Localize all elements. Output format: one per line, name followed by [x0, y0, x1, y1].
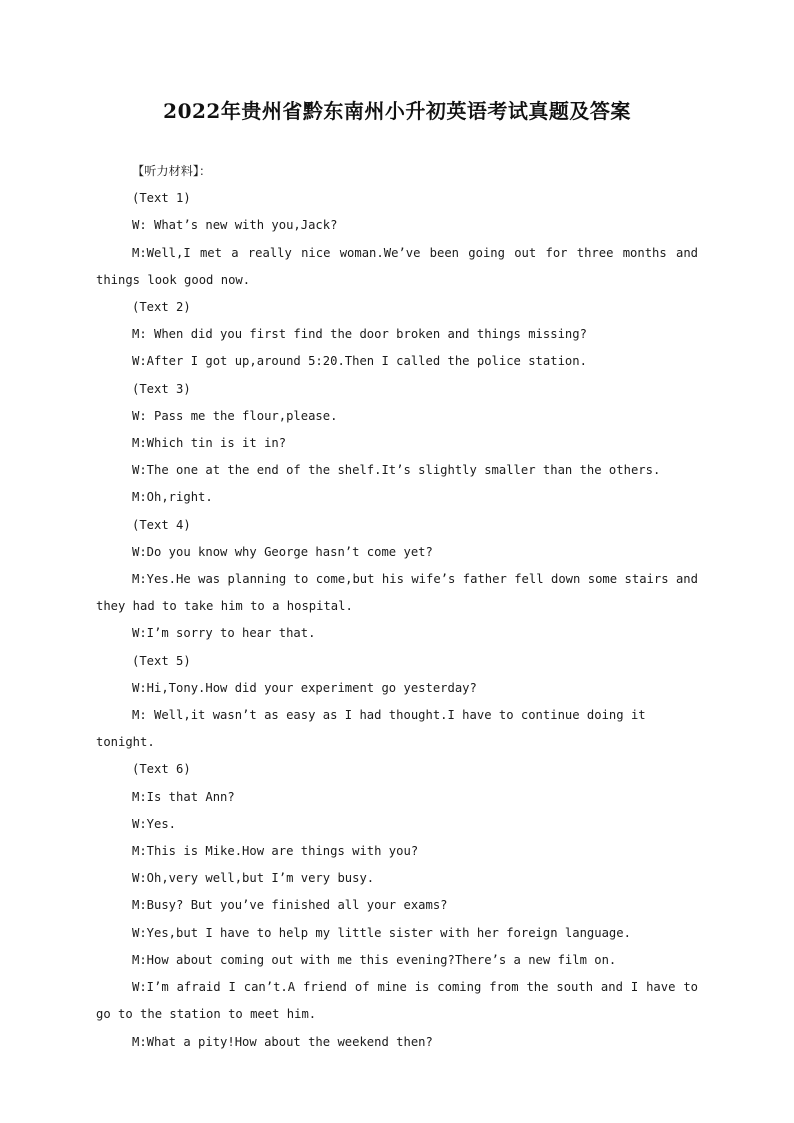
text-line: M:Oh,right. — [132, 490, 213, 505]
text-line: M:Which tin is it in? — [132, 436, 287, 451]
text-line: W:I’m sorry to hear that. — [132, 626, 316, 641]
text-line: (Text 4) — [132, 517, 191, 532]
text-line: M:Busy? But you’ve finished all your exams? — [132, 898, 448, 913]
document-body — [96, 158, 706, 1056]
text-line: W:Hi,Tony.How did your experiment go yesterday? — [132, 680, 477, 695]
text-line: M:Is that Ann? — [132, 789, 235, 804]
section-heading: 【听力材料】： — [132, 164, 212, 178]
text-line: M:Well,I met a really nice woman.We’ve been going out for three months and things look good now. — [96, 245, 706, 287]
text-line: (Text 3) — [132, 381, 191, 396]
text-line: M:Yes.He was planning to come,but his wife’s father fell down some stairs and they had to take him to a hospital. — [96, 572, 706, 614]
text-line: (Text 2) — [132, 300, 191, 315]
text-line: W:After I got up,around 5:20.Then I called the police station. — [132, 354, 587, 369]
text-line: W:The one at the end of the shelf.It’s slightly smaller than the others. — [132, 463, 661, 478]
text-line: W:Do you know why George hasn’t come yet? — [132, 544, 433, 559]
text-line: (Text 5) — [132, 653, 191, 668]
text-line: M:What a pity!How about the weekend then? — [132, 1034, 433, 1049]
text-line: W: Pass me the flour,please. — [132, 408, 338, 423]
text-line: M: Well,it wasn’t as easy as I had thought.I have to continue doing it tonight. — [96, 708, 653, 750]
text-line: W:Yes,but I have to help my little sister with her foreign language. — [132, 925, 631, 940]
text-line: (Text 6) — [132, 762, 191, 777]
text-line: M:This is Mike.How are things with you? — [132, 844, 419, 859]
document-title: 2022年贵州省黔东南州小升初英语考试真题及答案 — [163, 99, 631, 123]
text-line: W: What’s new with you,Jack? — [132, 218, 338, 233]
text-line: (Text 1) — [132, 191, 191, 206]
text-line: W:Oh,very well,but I’m very busy. — [132, 871, 375, 886]
text-line: M:How about coming out with me this evening?There’s a new film on. — [132, 952, 617, 967]
text-line: W:I’m afraid I can’t.A friend of mine is coming from the south and I have to go to the station to meet him. — [96, 980, 706, 1022]
text-line: M: When did you first find the door broken and things missing? — [132, 327, 587, 342]
text-line: W:Yes. — [132, 816, 177, 831]
